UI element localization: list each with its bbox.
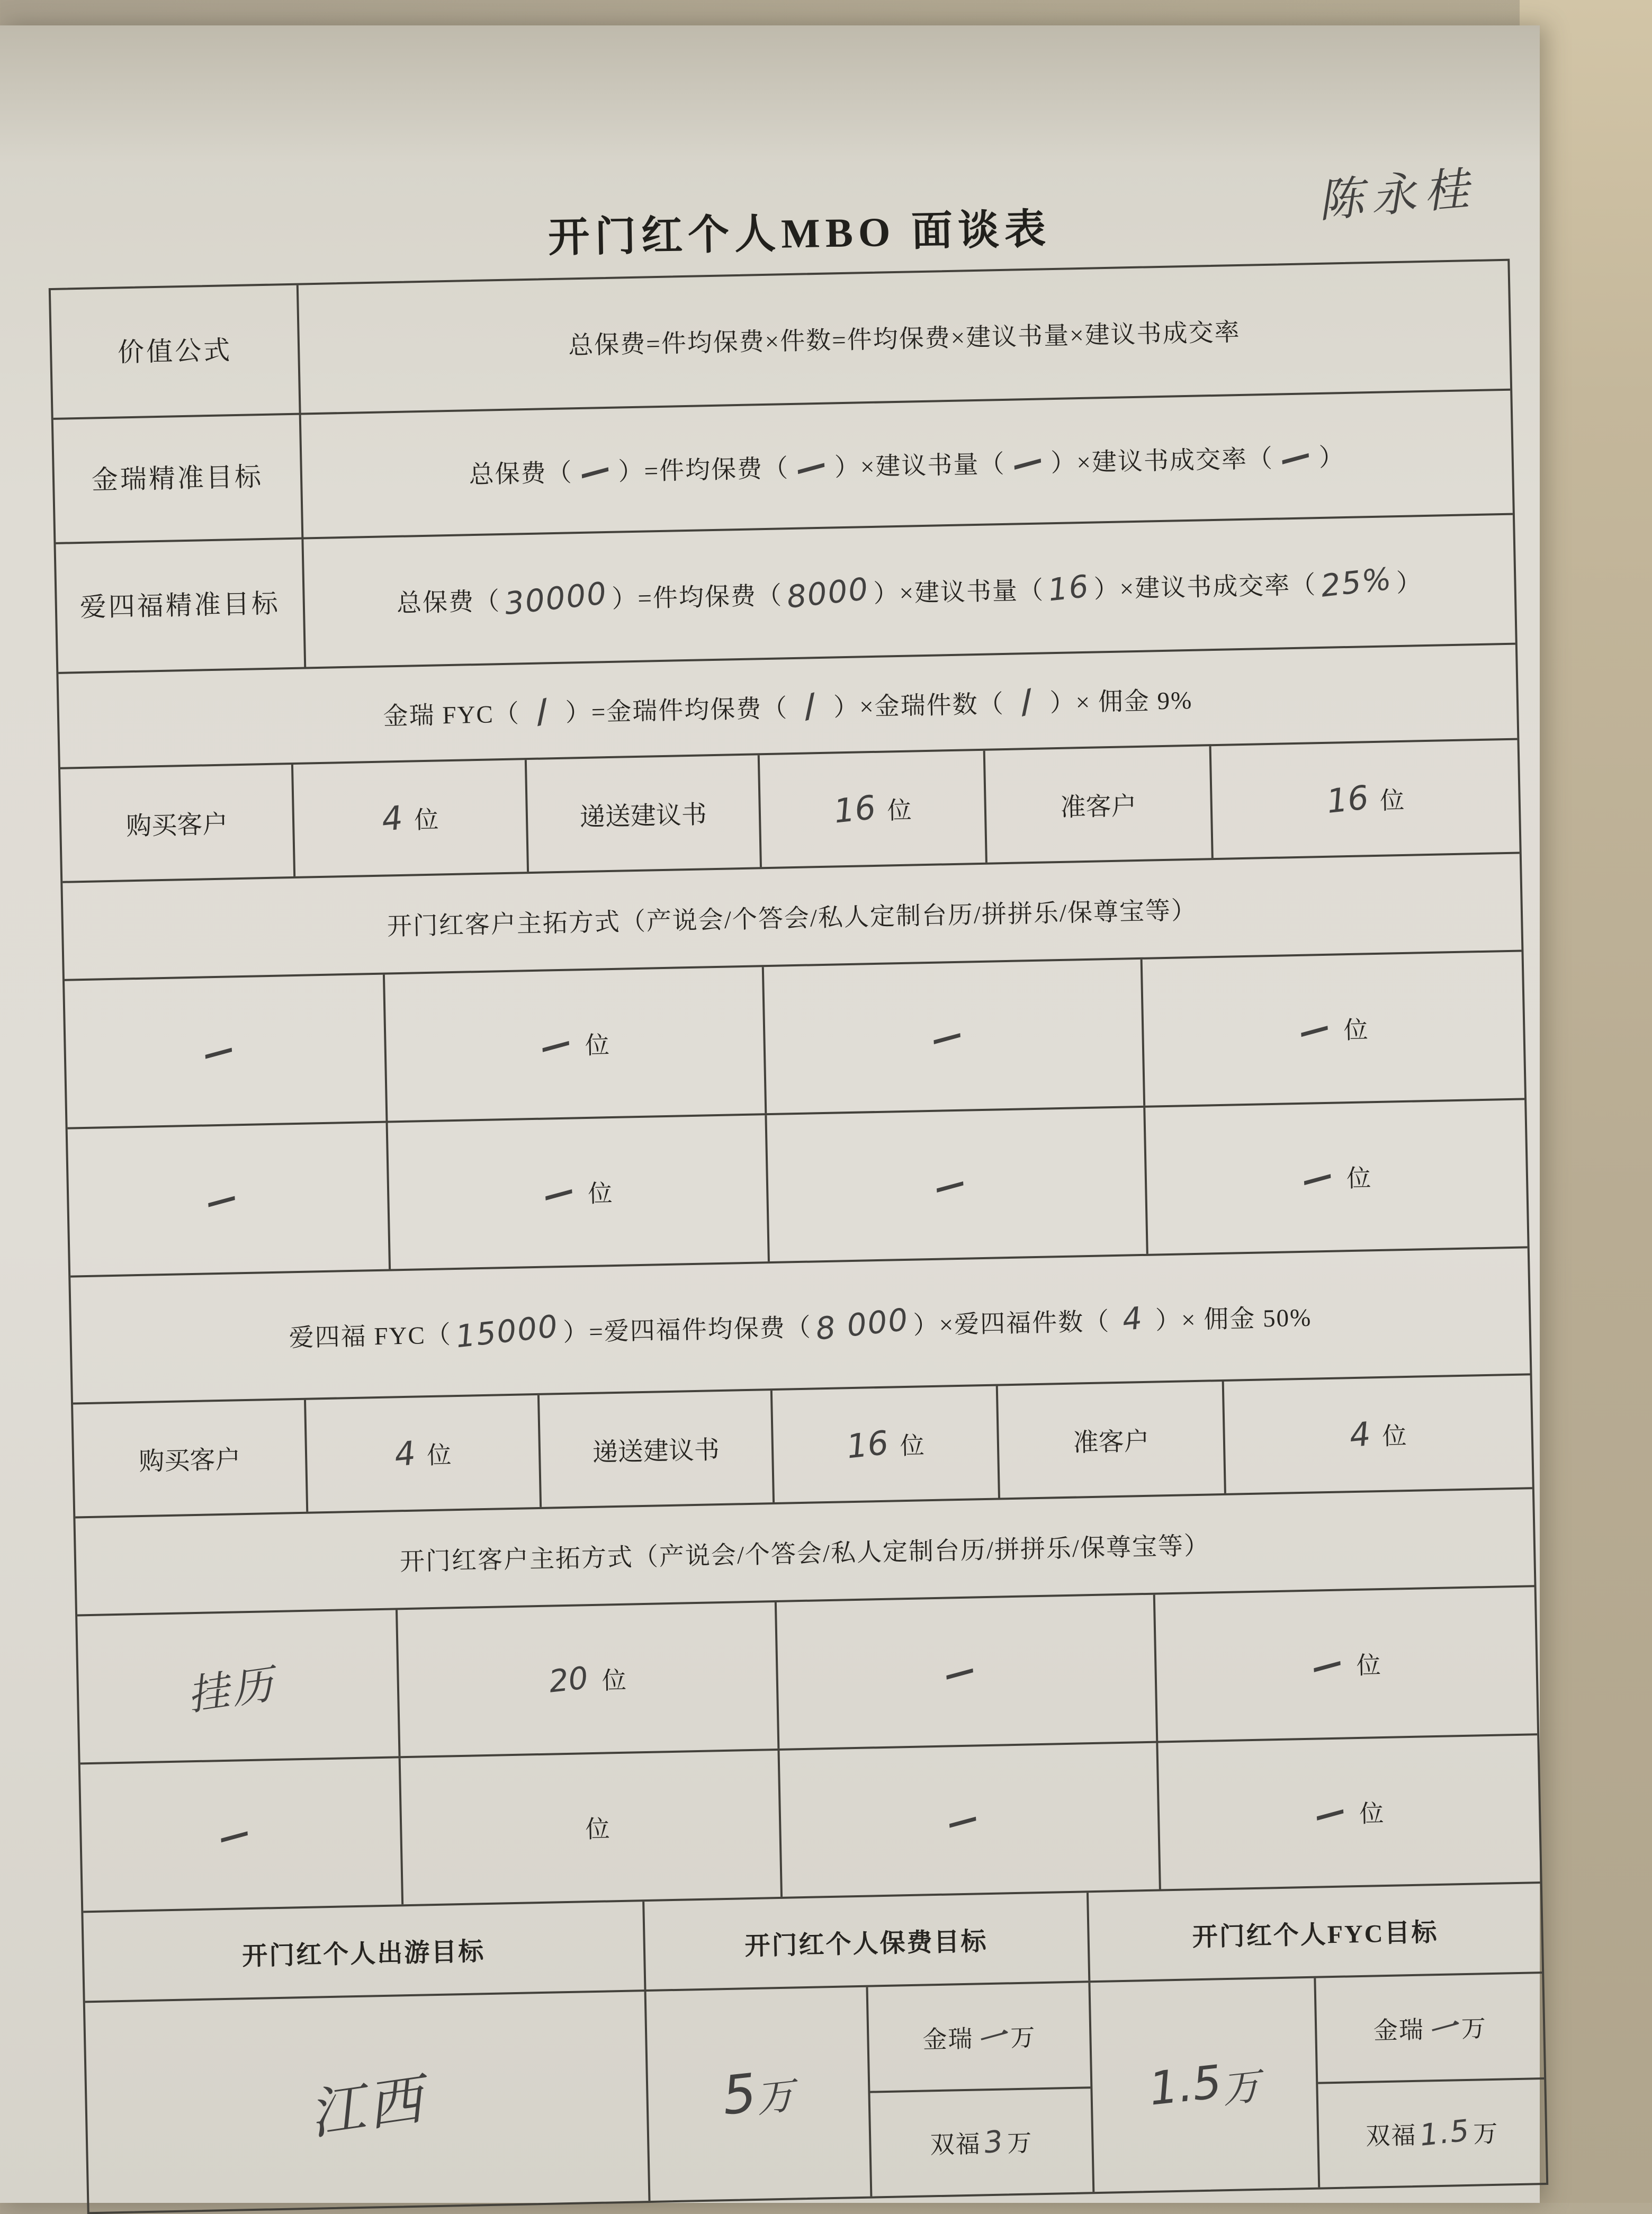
product-label: 双福 — [1365, 2122, 1417, 2150]
unit-label: 位 — [1343, 1016, 1369, 1044]
handwritten-value: — — [1008, 440, 1048, 483]
travel-goal-header: 开门红个人出游目标 — [83, 1902, 646, 2001]
paper-sheet — [0, 25, 1540, 2203]
form-title: 开门红个人MBO 面谈表 — [547, 205, 1052, 261]
unit-label: 位 — [1356, 1652, 1381, 1680]
printed-text: ）× 佣金 50% — [1155, 1304, 1312, 1334]
unit-label: 位 — [900, 1431, 925, 1459]
handwritten-value: / — [532, 692, 553, 730]
method-cell — [68, 1123, 391, 1276]
unit-label: 位 — [414, 805, 439, 833]
handwritten-amount: 3 — [982, 2123, 1006, 2161]
handwritten-value: — — [575, 449, 616, 492]
handwritten-count: 20 — [547, 1660, 590, 1700]
value-formula-label: 价值公式 — [51, 285, 301, 418]
product-label: 双福 — [930, 2130, 982, 2159]
printed-text: 金瑞 FYC（ — [383, 700, 520, 731]
method-count-cell — [1159, 1735, 1540, 1889]
premium-jinrui-cell — [868, 1983, 1091, 2093]
unit-label: 万 — [1473, 2120, 1499, 2148]
handwritten-count: 4 — [379, 798, 405, 839]
handwritten-mark: — — [1298, 1155, 1337, 1199]
fyc-breakdown — [1316, 1974, 1546, 2187]
unit-label: 位 — [426, 1441, 452, 1469]
handwritten-mark: — — [536, 1023, 576, 1066]
unit-label: 位 — [585, 1032, 610, 1060]
method-count-cell — [401, 1751, 783, 1904]
unit-label: 位 — [585, 1815, 610, 1843]
printed-text: ）×金瑞件数（ — [833, 690, 1005, 721]
method-count-cell — [385, 967, 767, 1121]
jinrui-target-formula — [301, 391, 1513, 537]
unit-label: 位 — [587, 1180, 613, 1207]
buyers-count — [306, 1395, 541, 1512]
handwritten-method: 挂历 — [184, 1660, 280, 1720]
handwritten-mark: — — [1307, 1643, 1347, 1686]
printed-text: ）=爱四福件均保费（ — [562, 1314, 812, 1347]
printed-text: 总保费（ — [469, 459, 573, 489]
method-cell — [65, 975, 388, 1127]
printed-text: ）=件均保费（ — [618, 455, 789, 486]
aisifu-target-formula — [303, 515, 1515, 667]
unit-label: 万 — [1010, 2024, 1036, 2052]
unit-label: 位 — [1379, 786, 1405, 814]
jinrui-target-label: 金瑞精准目标 — [53, 415, 303, 542]
handwritten-mark: — — [539, 1171, 579, 1214]
handwritten-count: 16 — [1324, 778, 1370, 821]
handwritten-destination: 江西 — [305, 2066, 430, 2147]
method-grid-row — [80, 1735, 1540, 1913]
handwritten-value: / — [1016, 682, 1038, 720]
method-cell — [77, 1610, 401, 1762]
handwritten-mark: — — [1295, 1007, 1334, 1051]
prospects-label: 准客户 — [985, 746, 1214, 863]
buyers-label: 购买客户 — [73, 1400, 308, 1517]
premium-shuangfu-cell — [870, 2088, 1093, 2197]
handwritten-count: 16 — [831, 787, 878, 831]
printed-text: ）×建议书量（ — [834, 450, 1005, 482]
printed-text: ）=件均保费（ — [611, 582, 783, 613]
unit-label: 位 — [887, 796, 912, 824]
handwritten-count: 4 — [1348, 1414, 1373, 1455]
method-grid-row — [68, 1100, 1528, 1277]
prospects-label: 准客户 — [998, 1382, 1226, 1498]
printed-text: ）×建议书成交率（ — [1093, 571, 1317, 604]
handwritten-count: 16 — [844, 1423, 891, 1466]
unit-label: 位 — [1381, 1422, 1407, 1450]
printed-text: ） — [1396, 569, 1423, 598]
prospects-count — [1224, 1375, 1532, 1493]
method-cell — [764, 960, 1146, 1113]
proposals-label: 递送建议书 — [526, 755, 761, 872]
premium-breakdown — [868, 1983, 1095, 2196]
row-bottom-values — [85, 1974, 1546, 2212]
unit-label: 位 — [1346, 1164, 1371, 1193]
unit-label: 万 — [1007, 2129, 1033, 2157]
handwritten-value: 4 — [1120, 1299, 1145, 1338]
handwritten-amount: 1.5 — [1418, 2113, 1472, 2153]
method-count-cell — [1146, 1100, 1528, 1253]
fyc-goal-value — [1090, 1978, 1320, 2192]
handwritten-count: 4 — [392, 1433, 418, 1474]
handwritten-amount: 5 — [719, 2061, 759, 2127]
method-count-cell — [1155, 1587, 1537, 1741]
printed-text: ）=金瑞件均保费（ — [565, 694, 788, 727]
handwritten-mark: — — [930, 1163, 969, 1206]
printed-text: ）× 佣金 9% — [1049, 686, 1193, 717]
proposals-count — [760, 751, 988, 867]
printed-text: ） — [1318, 443, 1345, 472]
unit-label: 位 — [1359, 1800, 1384, 1827]
method-count-cell — [1143, 952, 1524, 1105]
unit-label: 万 — [1461, 2014, 1487, 2042]
method-cell — [80, 1758, 404, 1911]
proposals-label: 递送建议书 — [540, 1391, 775, 1507]
handwritten-amount: 一 — [1424, 2009, 1463, 2050]
unit-label: 位 — [601, 1666, 627, 1695]
signature-handwritten: 陈永桂 — [1315, 162, 1479, 228]
fyc-goal-header: 开门红个人FYC目标 — [1192, 1918, 1439, 1951]
method-cell — [779, 1743, 1161, 1897]
travel-goal-value — [85, 1992, 650, 2212]
aisifu-target-label: 爱四福精准目标 — [56, 539, 306, 671]
handwritten-mark: — — [1310, 1791, 1350, 1834]
handwritten-amount: 一 — [973, 2018, 1012, 2060]
printed-text: ）×建议书量（ — [873, 577, 1045, 608]
handwritten-value: 25% — [1318, 560, 1394, 604]
handwritten-mark: — — [927, 1015, 967, 1058]
method-grid-row — [77, 1587, 1537, 1764]
handwritten-unit: 万 — [753, 2073, 797, 2121]
buyers-label: 购买客户 — [60, 765, 295, 881]
method-cell — [777, 1595, 1159, 1749]
handwritten-value: — — [792, 444, 832, 488]
buyers-count — [293, 760, 528, 876]
handwritten-amount: 1.5 — [1146, 2055, 1224, 2116]
handwritten-mark: — — [199, 1029, 238, 1073]
handwritten-mark: — — [202, 1178, 241, 1221]
premium-goal-header: 开门红个人保费目标 — [644, 1893, 1091, 1989]
printed-text: ）×建议书成交率（ — [1050, 445, 1274, 478]
method-header-text: 开门红客户主拓方式（产说会/个答会/私人定制台历/拼拼乐/保尊宝等） — [387, 897, 1198, 941]
handwritten-value: 16 — [1046, 568, 1092, 608]
handwritten-value: 30000 — [502, 575, 609, 622]
printed-text: ）×爱四福件数（ — [913, 1307, 1110, 1340]
fyc-jinrui-cell — [1316, 1974, 1544, 2084]
mbo-form-table — [49, 259, 1548, 2214]
handwritten-mark: — — [943, 1798, 982, 1842]
method-count-cell — [398, 1602, 779, 1756]
handwritten-value: 8 000 — [814, 1301, 911, 1347]
fyc-shuangfu-cell — [1318, 2079, 1546, 2188]
handwritten-unit: 万 — [1219, 2063, 1262, 2112]
printed-text: 总保费（ — [396, 588, 501, 617]
product-label: 金瑞 — [1373, 2016, 1425, 2045]
method-count-cell — [388, 1115, 770, 1269]
proposals-count — [773, 1386, 1001, 1502]
handwritten-value: — — [1276, 434, 1316, 478]
product-label: 金瑞 — [922, 2025, 974, 2054]
handwritten-value: 15000 — [454, 1307, 561, 1355]
method-header-text: 开门红客户主拓方式（产说会/个答会/私人定制台历/拼拼乐/保尊宝等） — [399, 1532, 1210, 1576]
prospects-count — [1211, 740, 1520, 858]
value-formula-text: 总保费=件均保费×件数=件均保费×建议书量×建议书成交率 — [568, 318, 1241, 360]
premium-goal-value — [646, 1987, 873, 2201]
handwritten-value: 8000 — [785, 570, 871, 615]
handwritten-mark: — — [940, 1650, 980, 1693]
printed-text: 爱四福 FYC（ — [289, 1321, 452, 1352]
handwritten-value: / — [800, 686, 822, 725]
handwritten-mark: — — [214, 1813, 254, 1857]
method-grid-row — [65, 952, 1524, 1129]
method-cell — [767, 1108, 1148, 1261]
